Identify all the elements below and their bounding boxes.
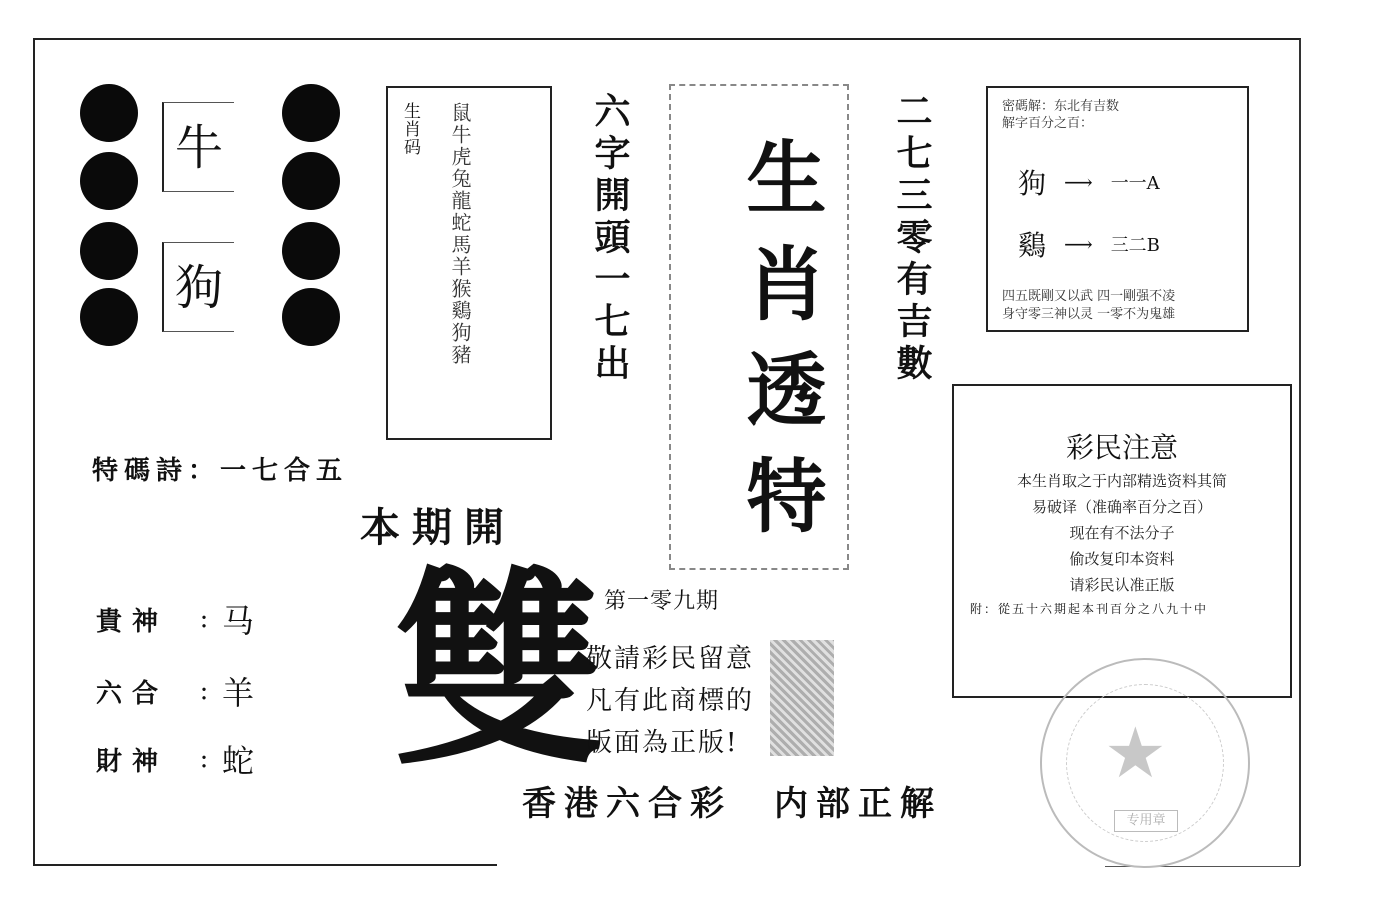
lottery-notice-box	[952, 384, 1292, 698]
notice-body	[954, 468, 1290, 598]
zodiac-code-label: 生肖码	[400, 102, 420, 156]
zodiac-code-box	[386, 86, 552, 440]
password-key-box	[986, 86, 1249, 332]
arrow-icon: ⟶	[1064, 170, 1093, 194]
deity-label: 貴神	[96, 606, 169, 637]
black-dot	[282, 84, 340, 142]
notice-line: 本生肖取之于内部精选资料其简	[1016, 472, 1227, 490]
special-code-poem: 特碼詩：一七合五	[92, 456, 349, 486]
key-row	[1018, 224, 1160, 264]
authenticity-line: 版面為正版!	[586, 728, 739, 758]
column-right-text: 二七三零有吉數	[891, 92, 932, 386]
frame-bottom-edge	[33, 864, 497, 866]
colon: :	[199, 744, 209, 774]
key-animal: 狗	[1018, 167, 1047, 200]
deity-row	[96, 596, 254, 642]
black-dot	[80, 288, 138, 346]
colon: :	[199, 676, 209, 706]
colon: :	[199, 604, 209, 634]
deity-value: 羊	[222, 674, 255, 712]
issue-number: 第一零九期	[604, 589, 720, 614]
key-heading-line: 解字百分之百：	[1002, 116, 1094, 131]
key-footer	[1002, 288, 1175, 324]
zodiac-pick-dog: 狗	[162, 242, 234, 332]
key-value: 一一A	[1110, 173, 1160, 194]
authenticity-line: 凡有此商標的	[586, 686, 755, 716]
zodiac-code-list: 鼠牛虎兔龍蛇馬羊猴鷄狗豬	[448, 102, 472, 366]
arrow-icon: ⟶	[1064, 232, 1093, 256]
big-character: 雙	[394, 547, 605, 794]
black-dot	[80, 152, 138, 210]
column-left-text: 六字開頭一七出	[589, 92, 630, 386]
footer-title: 香港六合彩 内部正解	[522, 784, 942, 824]
notice-title: 彩民注意	[1065, 431, 1178, 464]
deity-label: 財神	[96, 746, 169, 777]
key-value: 三二B	[1110, 235, 1160, 256]
zodiac-pick-ox: 牛	[162, 102, 234, 192]
black-dot	[282, 152, 340, 210]
official-seal-stamp	[1040, 658, 1250, 868]
authenticity-line: 敬請彩民留意	[586, 644, 755, 674]
key-footer-line: 身守零三神以灵 一零不为鬼雄	[1002, 307, 1176, 322]
black-dot	[282, 222, 340, 280]
key-footer-line: 四五既剛又以武 四一剛强不凌	[1002, 289, 1176, 304]
key-heading	[1002, 98, 1119, 132]
star-icon: ★	[1104, 712, 1167, 794]
notice-line: 请彩民认准正版	[1069, 576, 1175, 594]
key-row	[1018, 162, 1160, 202]
black-dot	[80, 222, 138, 280]
center-title-box	[669, 84, 849, 570]
deity-label: 六合	[96, 678, 169, 709]
notice-line: 偷改复印本资料	[1069, 550, 1175, 568]
deity-value: 马	[222, 602, 255, 640]
key-animal: 鷄	[1018, 229, 1047, 262]
notice-line: 易破译（准确率百分之百）	[1031, 498, 1212, 516]
authenticity-notice	[586, 638, 754, 764]
black-dot	[282, 288, 340, 346]
notice-footnote: 附：從五十六期起本刊百分之八九十中	[970, 602, 1209, 616]
this-issue-open-label: 本期開	[360, 504, 516, 551]
deity-value: 蛇	[222, 742, 255, 780]
seal-label: 专用章	[1114, 810, 1178, 832]
center-title: 生肖透特	[733, 136, 827, 560]
deity-row	[96, 668, 254, 714]
black-dot	[80, 84, 138, 142]
trademark-logo-icon	[770, 640, 834, 756]
notice-line: 现在有不法分子	[1069, 524, 1175, 542]
deity-row	[96, 736, 254, 782]
key-heading-line: 密碼解：东北有吉数	[1002, 99, 1120, 114]
